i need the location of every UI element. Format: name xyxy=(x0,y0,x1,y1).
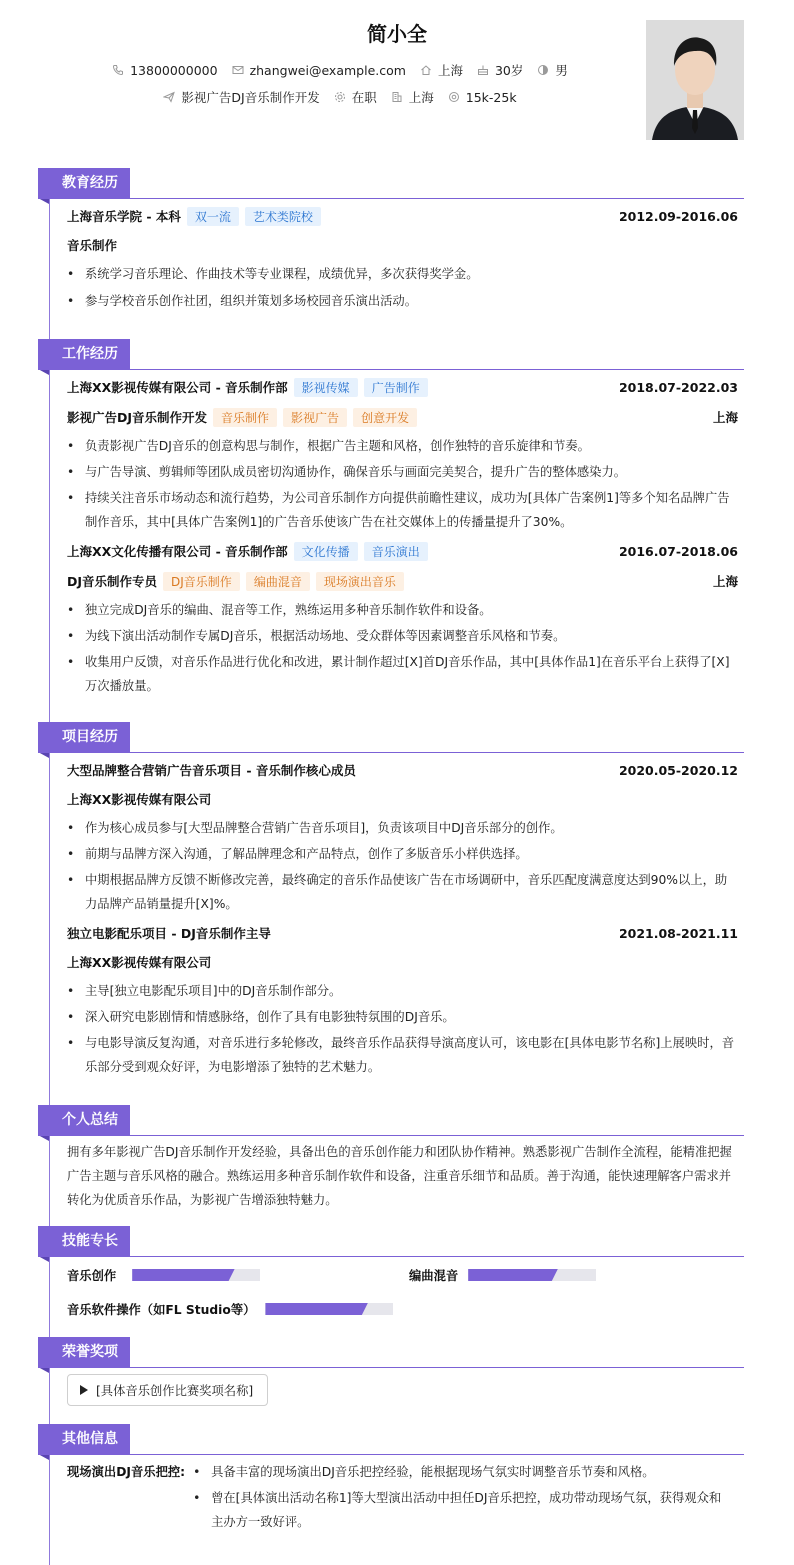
city-info: 上海 xyxy=(420,61,463,79)
job-target-info: 影视广告DJ音乐制作开发 xyxy=(163,88,319,106)
section-title: 工作经历 xyxy=(38,339,130,369)
project-title: 独立电影配乐项目 - DJ音乐制作主导 xyxy=(67,926,271,941)
status-info: 在职 xyxy=(334,88,377,106)
skill-item xyxy=(67,1300,393,1318)
role-tag: 影视广告 xyxy=(283,408,347,427)
gear-icon xyxy=(334,91,346,103)
school-tag: 双一流 xyxy=(187,207,239,226)
section-divider xyxy=(38,198,744,199)
company-name: 上海XX文化传播有限公司 - 音乐制作部 xyxy=(67,544,288,559)
project-section xyxy=(38,722,744,1079)
work-header xyxy=(38,339,744,370)
mail-icon xyxy=(232,64,244,76)
section-title: 技能专长 xyxy=(38,1226,130,1256)
list-item: • 曾在[具体演出活动名称1]等大型演出活动中担任DJ音乐把控，成功带动现场气氛，获得观众和主办方一致好评。 xyxy=(193,1486,723,1534)
section-divider xyxy=(38,752,744,753)
coin-icon xyxy=(448,91,460,103)
role-tag: 编曲混音 xyxy=(246,572,310,591)
summary-section xyxy=(38,1105,744,1212)
project-entry xyxy=(38,922,744,1079)
company-name: 上海XX影视传媒有限公司 - 音乐制作部 xyxy=(67,380,288,395)
company-tag: 文化传播 xyxy=(294,542,358,561)
section-divider xyxy=(38,1367,744,1368)
gender-info: 男 xyxy=(537,61,568,79)
company-tag: 广告制作 xyxy=(364,378,428,397)
skill-bar xyxy=(468,1269,596,1281)
building-icon xyxy=(391,91,403,103)
skill-name: 编曲混音 xyxy=(409,1269,459,1283)
work-entry xyxy=(38,376,744,534)
section-divider xyxy=(38,1256,744,1257)
other-section xyxy=(38,1424,744,1534)
list-item: • 参与学校音乐创作社团，组织并策划多场校园音乐演出活动。 xyxy=(67,289,738,313)
list-item: • 系统学习音乐理论、作曲技术等专业课程，成绩优异，多次获得奖学金。 xyxy=(67,262,738,286)
skill-bar-fill xyxy=(132,1269,234,1281)
other-entry xyxy=(38,1460,744,1534)
summary-header xyxy=(38,1105,744,1136)
education-date: 2012.09-2016.06 xyxy=(618,208,738,224)
other-header xyxy=(38,1424,744,1455)
summary-text: 拥有多年影视广告DJ音乐制作开发经验，具备出色的音乐创作能力和团队协作精神。熟悉影视广告制作全流程，能精准把握广告主题与音乐风格的融合。熟练运用多种音乐制作软件和设备，注重音乐细节和品质。善于沟通，能快速理解客户需求并转化为优质音乐作品，为影视广告增添独特魅力。 xyxy=(67,1145,732,1207)
phone-icon xyxy=(112,64,124,76)
target-city-info: 上海 xyxy=(391,88,434,106)
awards-header xyxy=(38,1337,744,1368)
cake-icon xyxy=(477,64,489,76)
education-section xyxy=(38,168,744,313)
skill-bar-fill xyxy=(265,1303,367,1315)
skill-bar-fill xyxy=(468,1269,558,1281)
role-tag: DJ音乐制作 xyxy=(163,572,240,591)
award-toggle-button[interactable] xyxy=(67,1374,268,1406)
work-date: 2016.07-2018.06 xyxy=(618,543,738,559)
job-role: DJ音乐制作专员 xyxy=(67,574,158,589)
contact-info-row xyxy=(0,61,680,79)
skills-header xyxy=(38,1226,744,1257)
job-role: 影视广告DJ音乐制作开发 xyxy=(67,410,208,425)
school-tag: 艺术类院校 xyxy=(245,207,321,226)
list-item: • 持续关注音乐市场动态和流行趋势，为公司音乐制作方向提供前瞻性建议，成功为[具体广告案例1]等多个知名品牌广告制作音乐，其中[具体广告案例1]的广告音乐使该广告在社交媒体上的传播量提升了30%。 xyxy=(67,486,738,534)
work-entry xyxy=(38,540,744,698)
work-section xyxy=(38,339,744,698)
caret-right-icon xyxy=(80,1385,88,1395)
skill-name: 音乐创作 xyxy=(67,1269,117,1283)
section-title: 其他信息 xyxy=(38,1424,130,1454)
education-header xyxy=(38,168,744,199)
project-header xyxy=(38,722,744,753)
project-title: 大型品牌整合营销广告音乐项目 - 音乐制作核心成员 xyxy=(67,763,356,778)
school-name: 上海音乐学院 - 本科 xyxy=(67,209,181,224)
list-item: • 为线下演出活动制作专属DJ音乐，根据活动场地、受众群体等因素调整音乐风格和节奏。 xyxy=(67,624,738,648)
phone-info: 13800000000 xyxy=(112,61,217,79)
work-date: 2018.07-2022.03 xyxy=(618,379,738,395)
work-city: 上海 xyxy=(712,574,738,589)
project-date: 2020.05-2020.12 xyxy=(618,762,738,778)
company-tag: 影视传媒 xyxy=(294,378,358,397)
skill-name: 音乐软件操作（如FL Studio等） xyxy=(67,1303,256,1317)
company-tag: 音乐演出 xyxy=(364,542,428,561)
home-icon xyxy=(420,64,432,76)
section-title: 项目经历 xyxy=(38,722,130,752)
age-info: 30岁 xyxy=(477,61,523,79)
section-divider xyxy=(38,369,744,370)
candidate-name: 简小全 xyxy=(367,22,427,46)
profile-photo xyxy=(646,20,744,140)
role-tag: 现场演出音乐 xyxy=(316,572,404,591)
skill-item xyxy=(409,1266,596,1284)
email-info: zhangwei@example.com xyxy=(232,61,406,79)
skills-section xyxy=(38,1226,744,1257)
list-item: • 中期根据品牌方反馈不断修改完善，最终确定的音乐作品使该广告在市场调研中，音乐匹配度满意度达到90%以上，助力品牌产品销量提升[X]%。 xyxy=(67,868,738,916)
other-label: 现场演出DJ音乐把控: xyxy=(67,1465,186,1479)
work-city: 上海 xyxy=(712,410,738,425)
list-item: • 负责影视广告DJ音乐的创意构思与制作，根据广告主题和风格，创作独特的音乐旋律和节奏。 xyxy=(67,434,738,458)
list-item: • 主导[独立电影配乐项目]中的DJ音乐制作部分。 xyxy=(67,979,738,1003)
list-item: • 独立完成DJ音乐的编曲、混音等工作，熟练运用多种音乐制作软件和设备。 xyxy=(67,598,738,622)
section-title: 教育经历 xyxy=(38,168,130,198)
job-info-row xyxy=(0,88,680,106)
project-date: 2021.08-2021.11 xyxy=(618,925,738,941)
skill-bar xyxy=(132,1269,260,1281)
project-entry xyxy=(38,759,744,916)
send-icon xyxy=(163,91,175,103)
list-item: • 收集用户反馈，对音乐作品进行优化和改进，累计制作超过[X]首DJ音乐作品，其中[具体作品1]在音乐平台上获得了[X]万次播放量。 xyxy=(67,650,738,698)
awards-section xyxy=(38,1337,744,1368)
list-item: • 与电影导演反复沟通，对音乐进行多轮修改，最终音乐作品获得导演高度认可，该电影在[具体电影节名称]上展映时，音乐部分受到观众好评，为电影增添了独特的艺术魅力。 xyxy=(67,1031,738,1079)
role-tag: 音乐制作 xyxy=(213,408,277,427)
list-item: • 与广告导演、剪辑师等团队成员密切沟通协作，确保音乐与画面完美契合，提升广告的整体感染力。 xyxy=(67,460,738,484)
list-item: • 前期与品牌方深入沟通，了解品牌理念和产品特点，创作了多版音乐小样供选择。 xyxy=(67,842,738,866)
section-title: 荣誉奖项 xyxy=(38,1337,130,1367)
section-divider xyxy=(38,1135,744,1136)
salary-info: 15k-25k xyxy=(448,88,517,106)
list-item: • 深入研究电影剧情和情感脉络，创作了具有电影独特氛围的DJ音乐。 xyxy=(67,1005,738,1029)
major-name: 音乐制作 xyxy=(67,238,118,253)
list-item: • 作为核心成员参与[大型品牌整合营销广告音乐项目]，负责该项目中DJ音乐部分的创作。 xyxy=(67,816,738,840)
section-title: 个人总结 xyxy=(38,1105,130,1135)
award-name: [具体音乐创作比赛奖项名称] xyxy=(96,1384,254,1398)
role-tag: 创意开发 xyxy=(353,408,417,427)
skill-item xyxy=(67,1266,260,1284)
project-org: 上海XX影视传媒有限公司 xyxy=(67,955,212,970)
skill-bar xyxy=(265,1303,393,1315)
project-org: 上海XX影视传媒有限公司 xyxy=(67,792,212,807)
gender-icon xyxy=(537,64,549,76)
list-item: • 具备丰富的现场演出DJ音乐把控经验，能根据现场气氛实时调整音乐节奏和风格。 xyxy=(193,1460,723,1484)
section-divider xyxy=(38,1454,744,1455)
education-entry xyxy=(38,205,744,313)
